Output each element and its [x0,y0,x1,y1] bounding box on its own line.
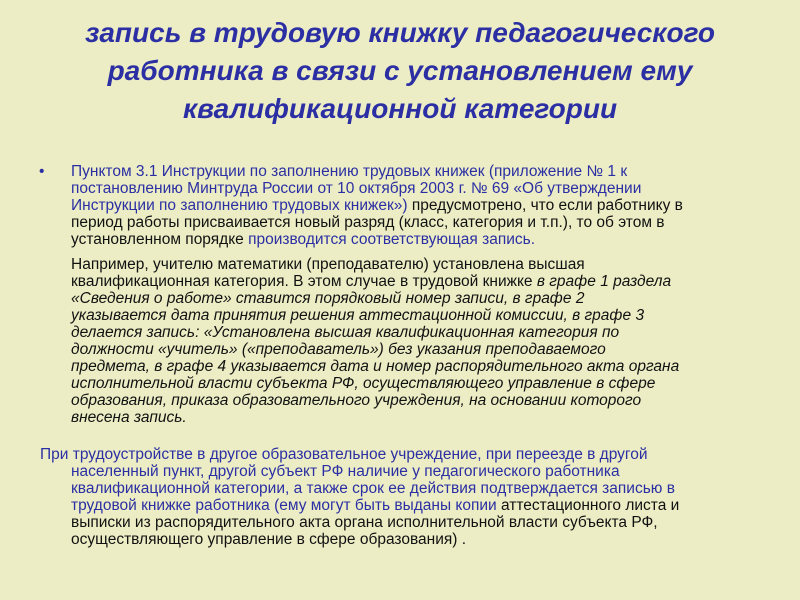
paragraph-line: Например, учителю математики (преподавателю) установлена высшая [71,256,585,273]
bullet-marker: • [39,163,45,180]
text-run: предусмотрено, что если работнику в [407,197,683,214]
paragraph-line: постановлению Минтруда России от 10 октября 2003 г. № 69 «Об утверждении [71,180,642,197]
paragraph-line: исполнительной власти субъекта РФ, осуществляющего управление в сфере [71,375,656,392]
paragraph-line: предмета, в графе 4 указывается дата и номер распорядительного акта органа [71,358,680,375]
text-run: квалификационная категория. В этом случае в трудовой книжке [71,273,537,290]
text-run: аттестационного листа и [501,497,680,514]
text-run: Инструкции по заполнению трудовых книжек») [71,197,408,214]
paragraph-line: период работы присваивается новый разряд (класс, категория и т.п.), то об этом в [71,214,665,231]
slide-title [20,14,780,128]
text-run: производится соответствующая запись. [248,231,536,248]
paragraph-line: указывается дата принятия решения аттестационной комиссии, в графе 3 [71,307,645,324]
paragraph-employment [40,446,775,548]
title-line-3: квалификационной категории [182,93,618,124]
paragraph-line: «Сведения о работе» ставится порядковый номер записи, в графе 2 [71,290,585,307]
paragraph-line: Пунктом 3.1 Инструкции по заполнению трудовых книжек (приложение № 1 к [71,163,628,180]
paragraph-line: должности «учитель» («преподаватель») без указания преподаваемого [71,341,606,358]
paragraph-line: населенный пункт, другой субъект РФ наличие у педагогического работника [71,463,620,480]
title-line-1: запись в трудовую книжку педагогического [85,17,715,48]
slide-body [40,163,775,548]
text-run: трудовой книжке работника (ему могут быть выданы копии [71,497,501,514]
paragraph-line [71,231,775,248]
title-line-2: работника в связи с установлением ему [107,55,693,86]
paragraph-line: осуществляющего управление в сфере образования) . [71,531,467,548]
paragraph-line: делается запись: «Установлена высшая квалификационная категория по [71,324,620,341]
paragraph-example [40,256,775,426]
paragraph-line: При трудоустройстве в другое образовательное учреждение, при переезде в другой [40,446,648,463]
paragraph-line: образования, приказа образовательного учреждения, на основании которого [71,392,642,409]
paragraph-line [40,497,775,514]
paragraph-line [71,197,775,214]
paragraph-instruction [40,163,775,248]
paragraph-line: выписки из распорядительного акта органа исполнительной власти субъекта РФ, [71,514,658,531]
paragraph-line: внесена запись. [71,409,187,426]
paragraph-line: квалификационной категории, а также срок ее действия подтверждается записью в [71,480,675,497]
text-run: в графе 1 раздела [536,273,672,290]
text-run: установленном порядке [71,231,249,248]
paragraph-line [71,273,775,290]
